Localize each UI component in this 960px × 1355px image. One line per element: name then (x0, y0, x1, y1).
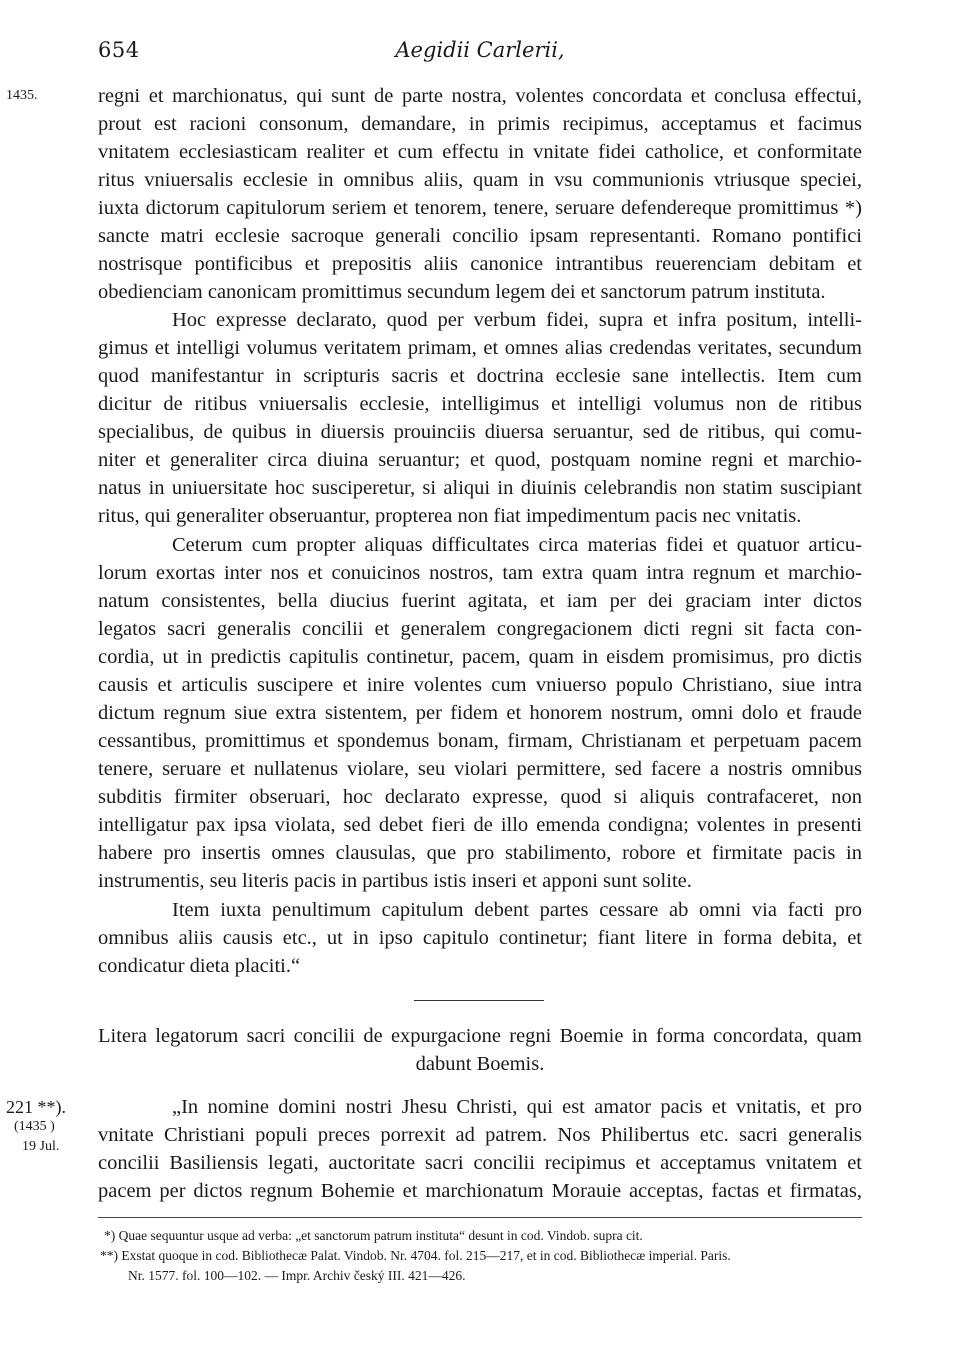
text-line: pacem per dictos regnum Bohemie et marchionatum Morauie acceptas, factas et firmatas, (98, 1180, 862, 1202)
text-line: Ceterum cum propter aliquas difficultates circa materias fidei et quatuor articu- (172, 534, 862, 556)
text-line: sancte matri ecclesie sacroque generali concilio ipsam representanti. Romano pontifici (98, 225, 862, 247)
text-line: „In nomine domini nostri Jhesu Christi, qui est amator pacis et vnitatis, et pro (172, 1096, 862, 1118)
text-line: instrumentis, seu literis pacis in partibus istis inseri et apponi sunt solite. (98, 870, 692, 892)
text-line: causis et articulis suscipere et inire volentes cum vniuerso populo Christiano, siue intra (98, 674, 862, 696)
heading-line: dabunt Boemis. (415, 1053, 545, 1075)
text-line: natus in uniuersitate hoc susciperetur, si aliqui in diuinis celebrandis non statim suscipiant (98, 477, 862, 499)
margin-year: 1435. (6, 88, 38, 103)
text-line: regni et marchionatus, qui sunt de parte nostra, volentes concordata et conclusa effectui, (98, 85, 862, 107)
text-line: vnitatem ecclesiasticam realiter et cum effectu in vnitate fidei catholice, et conformitate (98, 141, 862, 163)
footnote-rule (98, 1217, 862, 1218)
text-line: subditis firmiter obseruari, hoc declarato expresse, quod si aliquis contrafaceret, non (98, 786, 862, 808)
footnote: *) Quae sequuntur usque ad verba: „et sanctorum patrum instituta“ desunt in cod. Vindob. supra cit. (104, 1228, 643, 1243)
text-line: condicatur dieta placiti.“ (98, 955, 301, 977)
text-line: legatos sacri generalis concilii et generalem congregacionem dicti regni sit facta con- (98, 618, 862, 640)
heading-line: Litera legatorum sacri concilii de expurgacione regni Boemie in forma concordata, quam (98, 1025, 862, 1047)
footnote: **) Exstat quoque in cod. Bibliothecæ Palat. Vindob. Nr. 4704. fol. 215—217, et in cod. Bibliothecæ imperial. Paris. (100, 1248, 731, 1263)
text-line: nostrisque pontificibus et prepositis aliis canonice intrantibus reuerenciam debitam et (98, 253, 862, 275)
text-line: omnibus aliis causis etc., ut in ipso capitulo continetur; fiant litere in forma debita, et (98, 927, 862, 949)
text-line: iuxta dictorum capitulorum seriem et tenorem, tenere, seruare defendereque promittimus *) (98, 197, 862, 219)
text-line: Item iuxta penultimum capitulum debent partes cessare ab omni via facti pro (172, 899, 862, 921)
text-line: natum consistentes, bella diucius fuerint agitata, et iam per dei graciam inter dictos (98, 590, 862, 612)
text-line: dicitur de ritibus vniuersalis ecclesie, intelligimus et intelligi volumus non de ritibus (98, 393, 862, 415)
text-line: intelligatur pax ipsa violata, sed debet fieri de illo emenda condigna; volentes in presenti (98, 814, 862, 836)
text-line: Hoc expresse declarato, quod per verbum fidei, supra et infra positum, intelli- (172, 309, 862, 331)
text-line: tenere, seruare et nullatenus violare, seu violari permittere, sed facere a nostris omnibus (98, 758, 862, 780)
text-line: specialibus, de quibus in diuersis prouinciis diuersa seruantur, sed de ritibus, qui comu- (98, 421, 862, 443)
text-line: prout est racioni consonum, demandare, in primis recipimus, acceptamus et facimus (98, 113, 862, 135)
text-line: concilii Basiliensis legati, auctoritate sacri concilii recipimus et acceptamus vnitatem et (98, 1152, 862, 1174)
margin-year-paren: (1435 ) (14, 1119, 55, 1134)
text-line: quod manifestantur in scripturis sacris et doctrina ecclesie sane intellectis. Item cum (98, 365, 862, 387)
section-divider (414, 1000, 544, 1001)
page-number: 654 (98, 38, 140, 62)
text-line: obedienciam canonicam promittimus secundum legem dei et sanctorum patrum instituta. (98, 281, 826, 303)
text-line: ritus vniuersalis ecclesie in omnibus aliis, quam in vsu communionis vtriusque speciei, (98, 169, 862, 191)
margin-date: 19 Jul. (22, 1139, 60, 1154)
text-line: gimus et intelligi volumus veritatem primam, et omnes alias credendas veritates, secundum (98, 337, 862, 359)
text-line: habere pro insertis omnes clausulas, que pro stabilimento, robore et firmitate pacis in (98, 842, 862, 864)
text-line: cessantibus, promittimus et spondemus bonam, firmam, Christianam et perpetuam pacem (98, 730, 862, 752)
text-line: lorum exortas inter nos et conuicinos nostros, tam extra quam intra regnum et marchio- (98, 562, 862, 584)
text-line: niter et generaliter circa diuina seruantur; et quod, postquam nomine regni et marchio- (98, 449, 862, 471)
text-line: cordia, ut in predictis capitulis continetur, pacem, quam in eisdem promisimus, pro dictis (98, 646, 862, 668)
footnote-continuation: Nr. 1577. fol. 100—102. — Impr. Archiv český III. 421—426. (128, 1268, 466, 1283)
text-line: vnitate Christiani populi preces porrexit ad patrem. Nos Philibertus etc. sacri generalis (98, 1124, 862, 1146)
running-title: Aegidii Carlerii, (395, 38, 565, 62)
margin-document-ref: 221 **). (6, 1097, 66, 1117)
text-line: dictum regnum siue extra sistentem, per fidem et honorem nostrum, omni dolo et fraude (98, 702, 862, 724)
text-line: ritus, qui generaliter obseruantur, propterea non fiat impedimentum pacis nec vnitatis. (98, 505, 802, 527)
